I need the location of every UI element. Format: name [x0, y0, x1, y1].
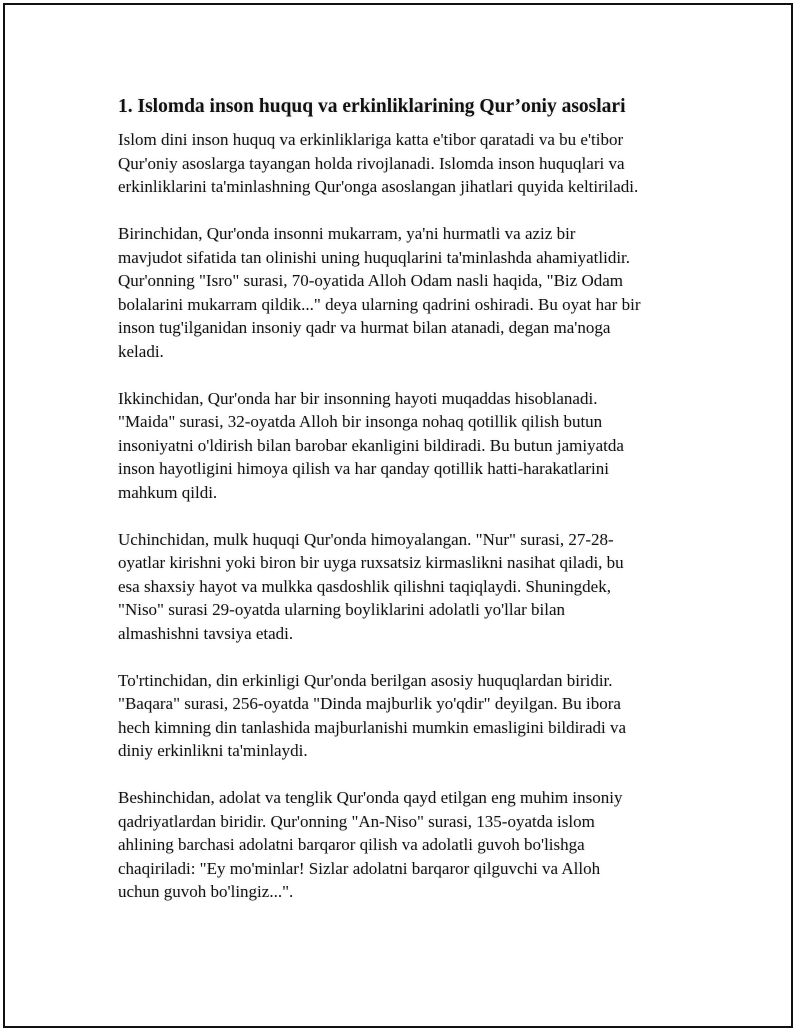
paragraph-line: Birinchidan, Qur'onda insonni mukarram, ya'ni hurmatli va aziz bir — [118, 224, 576, 243]
paragraph-fourth — [118, 669, 698, 763]
paragraph-line: oyatlar kirishni yoki biron bir uyga ruxsatsiz kirmaslikni nasihat qiladi, bu — [118, 553, 624, 572]
paragraph-line: mahkum qildi. — [118, 482, 218, 502]
paragraph-line: esa shaxsiy hayot va mulkka qasdoshlik qilishni taqiqlaydi. Shuningdek, — [118, 576, 611, 596]
paragraph-line: "Niso" surasi 29-oyatda ularning boyliklarini adolatli yo'llar bilan — [118, 600, 566, 619]
paragraph-line: inson tug'ilganidan insoniy qadr va hurmat bilan atanadi, degan ma'noga — [118, 318, 611, 337]
document-body — [118, 94, 698, 927]
paragraph-line: "Maida" surasi, 32-oyatda Alloh bir insonga nohaq qotillik qilish butun — [118, 412, 603, 431]
paragraph-fifth — [118, 786, 698, 904]
paragraph-line: qadriyatlardan biridir. Qur'onning "An-Niso" surasi, 135-oyatda islom — [118, 811, 595, 831]
document-title: 1. Islomda inson huquq va erkinliklarining Qur’oniy asoslari — [118, 96, 626, 117]
paragraph-line: almashishni tavsiya etadi. — [118, 623, 294, 643]
paragraph-line: Beshinchidan, adolat va tenglik Qur'onda qayd etilgan eng muhim insoniy — [118, 788, 623, 807]
paragraph-intro — [118, 128, 698, 199]
paragraph-line: bolalarini mukarram qildik..." deya ularning qadrini oshiradi. Bu oyat har bir — [118, 294, 641, 314]
paragraph-line: Uchinchidan, mulk huquqi Qur'onda himoyalangan. "Nur" surasi, 27-28- — [118, 529, 614, 549]
paragraph-third — [118, 528, 698, 646]
paragraph-line: Qur'oniy asoslarga tayangan holda rivojlanadi. Islomda inson huquqlari va — [118, 153, 625, 173]
paragraph-line: Ikkinchidan, Qur'onda har bir insonning hayoti muqaddas hisoblanadi. — [118, 388, 598, 408]
paragraph-second — [118, 387, 698, 505]
paragraph-line: hech kimning din tanlashida majburlanishi mumkin emasligini bildiradi va — [118, 717, 627, 737]
paragraph-line: keladi. — [118, 341, 164, 361]
paragraph-line: inson hayotligini himoya qilish va har qanday qotillik hatti-harakatlarini — [118, 459, 610, 478]
paragraph-line: diniy erkinlikni ta'minlaydi. — [118, 741, 308, 760]
paragraph-line: Islom dini inson huquq va erkinliklariga katta e'tibor qaratadi va bu e'tibor — [118, 130, 624, 149]
paragraph-line: erkinliklarini ta'minlashning Qur'onga asoslangan jihatlari quyida keltiriladi. — [118, 177, 639, 196]
paragraph-line: uchun guvoh bo'lingiz...". — [118, 882, 294, 901]
paragraph-line: "Baqara" surasi, 256-oyatda "Dinda majburlik yo'qdir" deyilgan. Bu ibora — [118, 694, 621, 713]
paragraph-line: ahlining barchasi adolatni barqaror qilish va adolatli guvoh bo'lishga — [118, 835, 585, 854]
paragraph-line: insoniyatni o'ldirish bilan barobar ekanligini bildiradi. Bu butun jamiyatda — [118, 435, 624, 455]
paragraph-first — [118, 222, 698, 363]
paragraph-line: mavjudot sifatida tan olinishi uning huquqlarini ta'minlashda ahamiyatlidir. — [118, 247, 631, 267]
paragraph-line: chaqiriladi: "Ey mo'minlar! Sizlar adolatni barqaror qilguvchi va Alloh — [118, 858, 601, 878]
paragraph-line: To'rtinchidan, din erkinligi Qur'onda berilgan asosiy huquqlardan biridir. — [118, 670, 613, 690]
paragraph-line: Qur'onning "Isro" surasi, 70-oyatida Alloh Odam nasli haqida, "Biz Odam — [118, 271, 623, 290]
